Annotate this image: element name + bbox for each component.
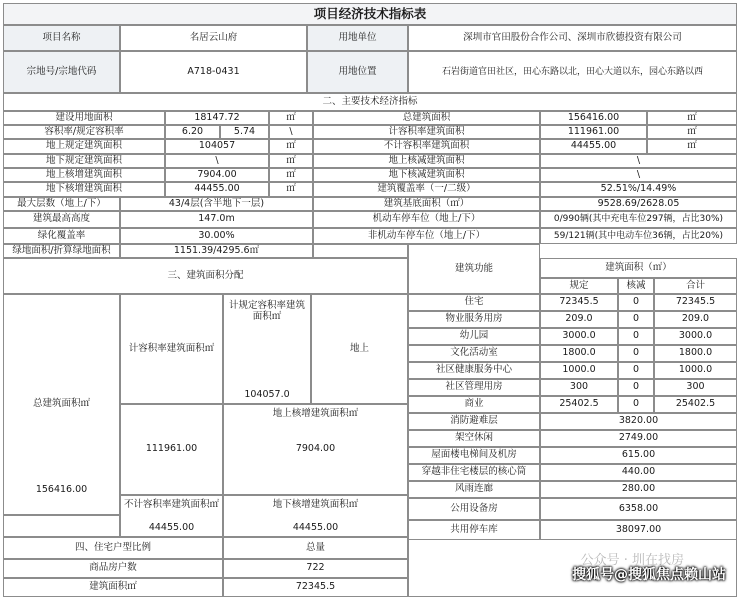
green-area: 1151.39/4295.6㎡ bbox=[120, 244, 313, 258]
public-equipment-value: 6358.00 bbox=[540, 498, 737, 520]
function-rule-area: 209.0 bbox=[540, 311, 618, 328]
section4-total-label: 总量 bbox=[223, 537, 408, 559]
function-name: 物业服务用房 bbox=[408, 311, 540, 328]
car-parking: 0/990辆(其中充电车位297辆，占比30%) bbox=[540, 211, 737, 228]
added-area-value: 280.00 bbox=[540, 481, 737, 498]
far-area: 111961.00 bbox=[540, 125, 647, 139]
shared-parking-label: 共用停车库 bbox=[408, 520, 540, 540]
function-reduce-area: 0 bbox=[618, 328, 654, 345]
empty-mark: \ bbox=[165, 154, 269, 168]
function-reduce-area: 0 bbox=[618, 311, 654, 328]
total-area-label: 总建筑面积 bbox=[313, 111, 540, 125]
function-reduce-area: 0 bbox=[618, 294, 654, 311]
blank-cell bbox=[3, 515, 120, 537]
public-equipment-label: 公用设备房 bbox=[408, 498, 540, 520]
function-rule-area: 25402.5 bbox=[540, 396, 618, 413]
section4-title: 四、住宅户型比例 bbox=[3, 537, 223, 559]
far-area-label: 计容积率建筑面积㎡ bbox=[120, 294, 223, 404]
green-rate: 30.00% bbox=[120, 228, 313, 244]
function-rule-area: 1000.0 bbox=[540, 362, 618, 379]
unit: ㎡ bbox=[269, 154, 313, 168]
function-name: 幼儿园 bbox=[408, 328, 540, 345]
unit: ㎡ bbox=[269, 139, 313, 154]
total-area-value bbox=[3, 294, 120, 515]
shared-parking-value: 38097.00 bbox=[540, 520, 737, 540]
above-rule-label: 地上规定建筑面积 bbox=[3, 139, 165, 154]
unit: ㎡ bbox=[269, 168, 313, 182]
above-ground-label: 地上 bbox=[311, 294, 408, 404]
land-area: 18147.72 bbox=[165, 111, 269, 125]
function-sum-area: 72345.5 bbox=[654, 294, 737, 311]
above-reduce-label: 地上核减建筑面积 bbox=[313, 154, 540, 168]
floors: 43/4层(含半地下一层) bbox=[120, 197, 313, 211]
far-area-value: 111961.00 bbox=[120, 404, 223, 495]
rule-far-label: 计规定容积率建筑面积㎡ bbox=[223, 294, 311, 404]
function-reduce-area: 0 bbox=[618, 362, 654, 379]
under-add: 44455.00 bbox=[165, 182, 269, 197]
under-rule-label: 地下规定建筑面积 bbox=[3, 154, 165, 168]
location-label: 用地位置 bbox=[307, 51, 408, 93]
nonfar-label: 不计容积率建筑面积㎡ bbox=[120, 495, 223, 537]
location: 石岩街道官田社区，田心东路以北，田心大道以东，园心东路以西 bbox=[408, 51, 737, 93]
function-name: 住宅 bbox=[408, 294, 540, 311]
bike-parking: 59/121辆(其中电动车位36辆，占比20%) bbox=[540, 228, 737, 244]
function-rule-area: 3000.0 bbox=[540, 328, 618, 345]
unit: ㎡ bbox=[647, 139, 737, 154]
function-sum-area: 1000.0 bbox=[654, 362, 737, 379]
parcel-label: 宗地号/宗地代码 bbox=[3, 51, 120, 93]
added-area-name: 架空休闲 bbox=[408, 430, 540, 447]
unit: ㎡ bbox=[647, 111, 737, 125]
table-title: 项目经济技术指标表 bbox=[3, 3, 737, 25]
parcel-code: A718-0431 bbox=[120, 51, 307, 93]
empty-mark: \ bbox=[540, 154, 737, 168]
base-area-label: 建筑基底面积（㎡） bbox=[313, 197, 540, 211]
section3-title: 三、建筑面积分配 bbox=[3, 258, 408, 294]
nonfar-area: 44455.00 bbox=[540, 139, 647, 154]
watermark-brand: 搜狐号@搜狐焦点赖山站 bbox=[572, 567, 726, 583]
nonfar-value bbox=[120, 495, 223, 537]
function-rule-area: 300 bbox=[540, 379, 618, 396]
above-rule: 104057 bbox=[165, 139, 269, 154]
added-area-name: 屋面楼电梯间及机房 bbox=[408, 447, 540, 464]
far-label: 容积率/规定容积率 bbox=[3, 125, 165, 139]
function-sum-area: 3000.0 bbox=[654, 328, 737, 345]
above-add-value-text: 7904.00 bbox=[295, 443, 336, 455]
watermark-faint: 公众号 · 圳在找房 bbox=[580, 553, 684, 568]
bike-parking-label: 非机动车停车位（地上/下） bbox=[313, 228, 540, 244]
project-name-label: 项目名称 bbox=[3, 25, 120, 51]
function-sum-area: 300 bbox=[654, 379, 737, 396]
land-unit: 深圳市官田股份合作公司、深圳市欣德投资有限公司 bbox=[408, 25, 737, 51]
land-area-label: 建设用地面积 bbox=[3, 111, 165, 125]
far-area-label: 计容积率建筑面积 bbox=[313, 125, 540, 139]
function-name: 商业 bbox=[408, 396, 540, 413]
added-area-name: 穿越非住宅楼层的核心筒 bbox=[408, 464, 540, 481]
total-area-label: 总建筑面积㎡ bbox=[3, 294, 120, 515]
indicator-table bbox=[3, 3, 737, 597]
reduce-header: 核减 bbox=[618, 278, 654, 294]
total-area-value-text: 156416.00 bbox=[35, 484, 88, 496]
added-area-value: 2749.00 bbox=[540, 430, 737, 447]
floors-label: 最大层数（地上/下） bbox=[3, 197, 120, 211]
car-parking-label: 机动车停车位（地上/下） bbox=[313, 211, 540, 228]
empty-mark: \ bbox=[540, 168, 737, 182]
base-area: 9528.69/2628.05 bbox=[540, 197, 737, 211]
far-rule: 5.74 bbox=[220, 125, 269, 139]
section2-title: 二、主要技术经济指标 bbox=[3, 93, 737, 111]
land-unit-label: 用地单位 bbox=[307, 25, 408, 51]
rule-header: 规定 bbox=[540, 278, 618, 294]
units-label: 商品房户数 bbox=[3, 559, 223, 578]
under-add-value-text: 44455.00 bbox=[292, 522, 339, 534]
above-add-label: 地上核增建筑面积 bbox=[3, 168, 165, 182]
above-add-label: 地上核增建筑面积㎡ bbox=[223, 404, 408, 495]
empty-mark: \ bbox=[269, 125, 313, 139]
function-sum-area: 25402.5 bbox=[654, 396, 737, 413]
added-area-name: 风雨连廊 bbox=[408, 481, 540, 498]
height: 147.0m bbox=[120, 211, 313, 228]
under-add-label: 地下核增建筑面积㎡ bbox=[223, 495, 408, 537]
blank-cell bbox=[408, 537, 737, 597]
coverage: 52.51%/14.49% bbox=[540, 182, 737, 197]
function-rule-area: 1800.0 bbox=[540, 345, 618, 362]
added-area-value: 3820.00 bbox=[540, 413, 737, 430]
units-value: 722 bbox=[223, 559, 408, 578]
project-name: 名居云山府 bbox=[120, 25, 307, 51]
function-name: 社区健康服务中心 bbox=[408, 362, 540, 379]
sum-header: 合计 bbox=[654, 278, 737, 294]
nonfar-area-label: 不计容积率建筑面积 bbox=[313, 139, 540, 154]
nonfar-value-text: 44455.00 bbox=[148, 522, 195, 534]
green-area-label: 绿地面积/折算绿地面积 bbox=[3, 244, 120, 258]
function-reduce-area: 0 bbox=[618, 345, 654, 362]
function-reduce-area: 0 bbox=[618, 379, 654, 396]
function-rule-area: 72345.5 bbox=[540, 294, 618, 311]
function-reduce-area: 0 bbox=[618, 396, 654, 413]
unit: ㎡ bbox=[647, 125, 737, 139]
rule-far-value-text: 104057.0 bbox=[244, 389, 290, 401]
added-area-value: 615.00 bbox=[540, 447, 737, 464]
housing-area-label: 建筑面积㎡ bbox=[3, 578, 223, 597]
under-add-label: 地下核增建筑面积 bbox=[3, 182, 165, 197]
green-rate-label: 绿化覆盖率 bbox=[3, 228, 120, 244]
function-header: 建筑功能 bbox=[408, 244, 540, 294]
rule-far-value bbox=[223, 294, 311, 404]
unit: ㎡ bbox=[269, 182, 313, 197]
function-name: 文化活动室 bbox=[408, 345, 540, 362]
total-area: 156416.00 bbox=[540, 111, 647, 125]
above-add: 7904.00 bbox=[165, 168, 269, 182]
blank-cell bbox=[313, 244, 408, 258]
coverage-label: 建筑覆盖率（一/二级） bbox=[313, 182, 540, 197]
function-sum-area: 1800.0 bbox=[654, 345, 737, 362]
function-sum-area: 209.0 bbox=[654, 311, 737, 328]
housing-area-value: 72345.5 bbox=[223, 578, 408, 597]
height-label: 建筑最高高度 bbox=[3, 211, 120, 228]
added-area-value: 440.00 bbox=[540, 464, 737, 481]
unit: ㎡ bbox=[269, 111, 313, 125]
area-header: 建筑面积（㎡） bbox=[540, 258, 737, 278]
far: 6.20 bbox=[165, 125, 220, 139]
above-add-value bbox=[223, 404, 408, 495]
under-reduce-label: 地下核减建筑面积 bbox=[313, 168, 540, 182]
added-area-name: 消防避难层 bbox=[408, 413, 540, 430]
function-name: 社区管理用房 bbox=[408, 379, 540, 396]
under-add-value bbox=[223, 495, 408, 537]
